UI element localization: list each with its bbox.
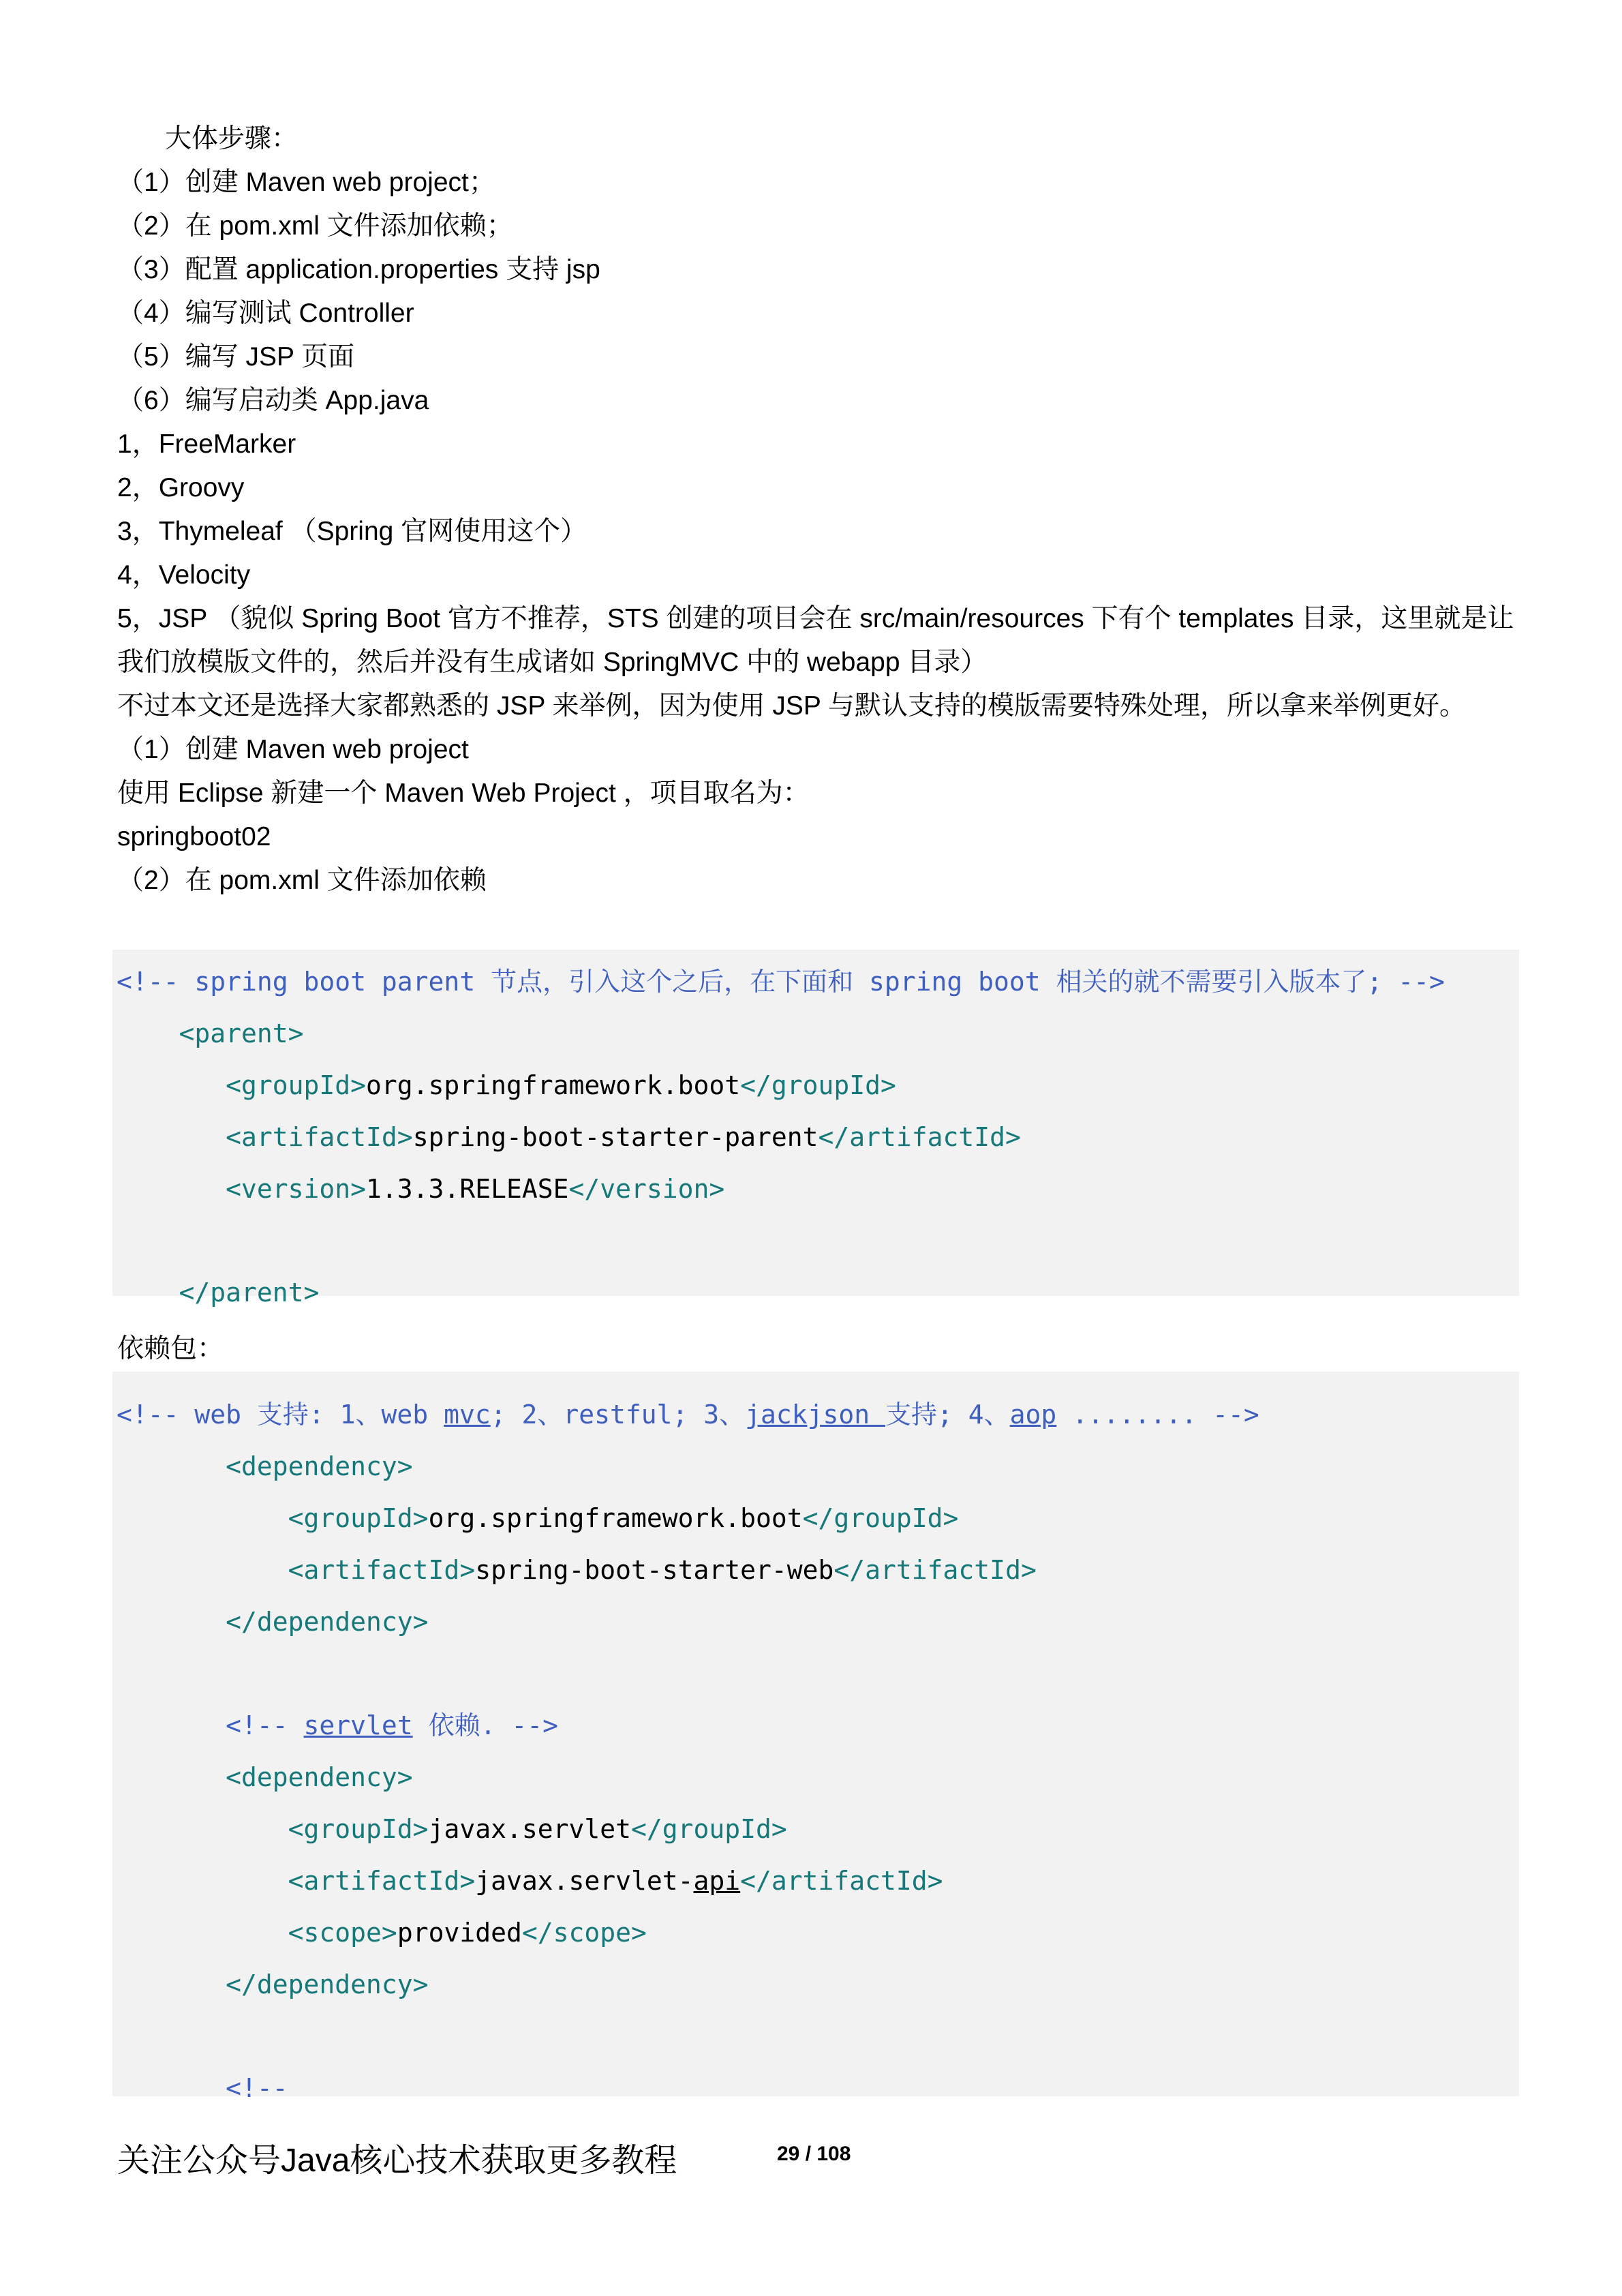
code-token: mvc	[444, 1400, 491, 1430]
text-line: （1）创建 Maven web project；	[117, 168, 495, 197]
code-token: <!--	[117, 2073, 288, 2103]
code-token: org.springframework.boot	[366, 1070, 741, 1100]
code-line	[117, 1398, 1259, 1432]
text-line: 2，Groovy	[117, 473, 245, 502]
text-line: 1，FreeMarker	[117, 429, 296, 459]
code-token: javax.servlet	[428, 1814, 631, 1844]
code-line	[117, 1275, 319, 1310]
text-line: 大体步骤：	[165, 124, 299, 153]
text-line: （5）编写 JSP 页面	[117, 342, 355, 372]
code-token: </artifactId>	[833, 1555, 1037, 1585]
code-line	[117, 1120, 1021, 1154]
code-line	[117, 1967, 429, 2002]
code-token: </groupId>	[740, 1070, 896, 1100]
code-line	[117, 1016, 304, 1051]
code-line	[117, 1760, 413, 1794]
code-token: <!-- web 支持: 1、web	[117, 1400, 444, 1430]
code-token: <groupId>	[117, 1503, 429, 1533]
text-line: （3）配置 application.properties 支持 jsp	[117, 255, 600, 284]
code-token: </artifactId>	[818, 1122, 1021, 1152]
code-token: org.springframework.boot	[428, 1503, 803, 1533]
code-token: 依赖. -->	[412, 1710, 558, 1740]
code-token: provided	[397, 1918, 522, 1948]
code-token: <!--	[117, 1710, 304, 1740]
code-line	[117, 1864, 943, 1898]
code-token: <scope>	[117, 1918, 397, 1948]
code-line	[117, 1172, 724, 1206]
code-line	[117, 1068, 896, 1102]
code-token: jackjson	[745, 1400, 886, 1430]
code-line	[117, 1605, 429, 1639]
code-line	[117, 1449, 413, 1483]
code-line	[117, 2071, 288, 2105]
code-block-dependencies	[112, 1372, 1519, 2103]
code-token: <artifactId>	[117, 1122, 413, 1152]
code-token: javax.servlet-	[475, 1866, 694, 1896]
text-line: springboot02	[117, 822, 271, 851]
code-line	[117, 1553, 1037, 1587]
code-line	[117, 965, 1445, 999]
code-token: </scope>	[521, 1918, 647, 1948]
code-line	[117, 1812, 787, 1846]
footer-promo: 关注公众号Java核心技术获取更多教程	[117, 2143, 677, 2179]
code-token: spring-boot-starter-web	[475, 1555, 834, 1585]
code-token: <dependency>	[117, 1762, 413, 1792]
code-token: <dependency>	[117, 1451, 413, 1481]
code-token: spring-boot-starter-parent	[412, 1122, 818, 1152]
code-token: <artifactId>	[117, 1555, 476, 1585]
code-token: ; 2、restful; 3、	[490, 1400, 746, 1430]
code-token: </parent>	[117, 1278, 320, 1308]
text-line: 不过本文还是选择大家都熟悉的 JSP 来举例，因为使用 JSP 与默认支持的模版需要特殊处理，所以拿来举例更好。	[117, 691, 1466, 721]
code-token: </artifactId>	[740, 1866, 943, 1896]
code-line	[117, 1916, 647, 1950]
code-line	[117, 1501, 958, 1535]
text-line: （2）在 pom.xml 文件添加依赖	[117, 866, 487, 895]
code-line	[117, 1708, 558, 1742]
dependencies-label: 依赖包：	[117, 1334, 224, 1363]
text-line: （1）创建 Maven web project	[117, 735, 469, 764]
code-token: <version>	[117, 1174, 367, 1204]
code-token: </groupId>	[630, 1814, 787, 1844]
code-token: </dependency>	[117, 1969, 429, 1999]
text-line: 5，JSP （貌似 Spring Boot 官方不推荐，STS 创建的项目会在 src/main/resources 下有个 templates 目录，这里就是让我们放模版文件的，然后并没有生成诸如 SpringMVC 中的 webapp 目录）	[117, 604, 1514, 677]
code-token: <!-- spring boot parent 节点，引入这个之后，在下面和 spring boot 相关的就不需要引入版本了; -->	[117, 967, 1445, 997]
code-token: api	[693, 1866, 741, 1896]
text-line: 4，Velocity	[117, 560, 251, 590]
text-line: 3，Thymeleaf （Spring 官网使用这个）	[117, 517, 587, 546]
code-token: 1.3.3.RELEASE	[366, 1174, 569, 1204]
code-block-parent	[112, 950, 1519, 1308]
text-line: （2）在 pom.xml 文件添加依赖；	[117, 211, 513, 241]
code-token: <parent>	[117, 1018, 304, 1048]
code-token: <groupId>	[117, 1814, 429, 1844]
code-token: 支持; 4、	[885, 1400, 1010, 1430]
text-line: 使用 Eclipse 新建一个 Maven Web Project ，项目取名为：	[117, 779, 810, 808]
code-token: <artifactId>	[117, 1866, 476, 1896]
code-token: aop	[1009, 1400, 1057, 1430]
text-line: （6）编写启动类 App.java	[117, 386, 429, 415]
page-number: 29 / 108	[777, 2143, 851, 2165]
code-token: </dependency>	[117, 1607, 429, 1637]
code-token: <groupId>	[117, 1070, 367, 1100]
code-token: </version>	[568, 1174, 725, 1204]
code-token: </groupId>	[802, 1503, 959, 1533]
code-token: servlet	[303, 1710, 413, 1740]
text-line: （4）编写测试 Controller	[117, 299, 414, 328]
code-token: ........ -->	[1056, 1400, 1259, 1430]
body-text	[117, 117, 1514, 903]
